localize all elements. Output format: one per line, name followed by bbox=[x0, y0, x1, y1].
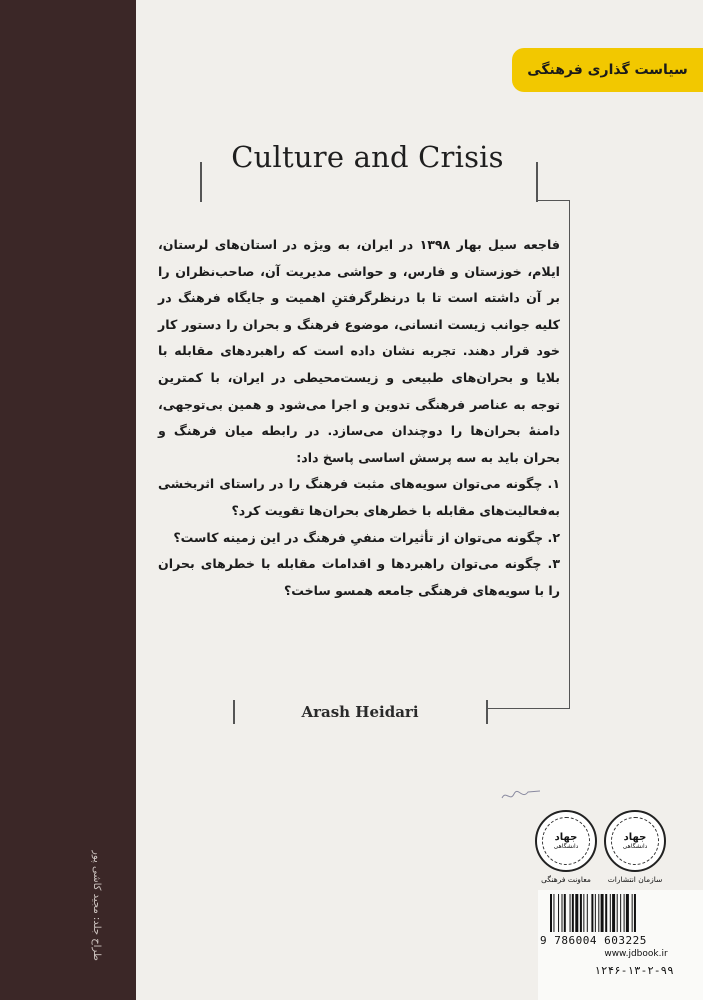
frame-top-right-rule bbox=[536, 200, 570, 201]
blurb-paragraph: فاجعه سیل بهار ۱۳۹۸ در ایران، به ویژه در استان‌های لرستان، ایلام، خوزستان و فارس، و حواشی مدیریت آن، صاحب‌نظران را بر آن داشته است تا با درنظرگرفتنِ اهمیت و جایگاه فرهنگ در کلیه جوانب زیست انسانی، موضوع فرهنگ و بحران را دستور کار خود قرار دهند. تجربه نشان داده است که راهبردهای مقابله با بلایا و بحران‌های طبیعی و زیست‌محیطی در ایران، با کمترین توجه به عناصر فرهنگی تدوین و اجرا می‌شود و همین بی‌توجهی، دامنهٔ بحران‌ها را دوچندان می‌سازد. در رابطه میان فرهنگ و بحران باید به سه پرسش اساسی پاسخ داد: bbox=[158, 237, 560, 465]
frame-right-vertical bbox=[569, 200, 570, 708]
logo-caption: سازمان انتشارات bbox=[607, 875, 663, 884]
isbn-persian: ۱۲۴۶-۱۳-۲-۹۹ bbox=[594, 964, 674, 977]
author-name: Arash Heidari bbox=[301, 703, 419, 721]
question-2: ۲. چگونه می‌توان از تأثیرات منفیِ فرهنگ در این زمینه کاست؟ bbox=[173, 529, 560, 545]
logo-caption: معاونت فرهنگی bbox=[541, 875, 591, 884]
frame-bottom-left bbox=[233, 700, 235, 724]
pen-mark bbox=[498, 786, 544, 804]
logo-publishing-org bbox=[602, 810, 668, 884]
barcode-number: 9 786004 603225 bbox=[540, 934, 647, 947]
book-title: Culture and Crisis bbox=[231, 140, 504, 174]
barcode bbox=[538, 890, 703, 1000]
barcode-bars bbox=[550, 894, 700, 932]
frame-top-left bbox=[200, 162, 202, 202]
logo-cultural-deputy bbox=[533, 810, 599, 884]
cover-designer-credit: طراح جلد: مجید کاشی پور bbox=[91, 850, 102, 961]
frame-top-right bbox=[536, 162, 538, 202]
back-cover-blurb bbox=[158, 232, 560, 604]
question-3: ۳. چگونه می‌توان راهبردها و اقدامات مقابله با خطرهای بحران را با سویه‌های فرهنگی جامعه همسو ساخت؟ bbox=[158, 556, 560, 598]
frame-bottom-right bbox=[486, 700, 488, 724]
frame-bottom-right-rule bbox=[488, 708, 570, 709]
jahad-logo-icon: جهاد دانشگاهی bbox=[535, 810, 597, 872]
jahad-logo-icon: جهاد دانشگاهی bbox=[604, 810, 666, 872]
series-badge: سیاست گذاری فرهنگی bbox=[512, 48, 703, 92]
question-1: ۱. چگونه می‌توان سویه‌های مثبت فرهنگ را در راستای اثربخشی به‌فعالیت‌های مقابله با خطرهای بحران‌ها تقویت کرد؟ bbox=[158, 476, 560, 518]
publisher-website: www.jdbook.ir bbox=[604, 949, 668, 959]
book-spine bbox=[0, 0, 136, 1000]
